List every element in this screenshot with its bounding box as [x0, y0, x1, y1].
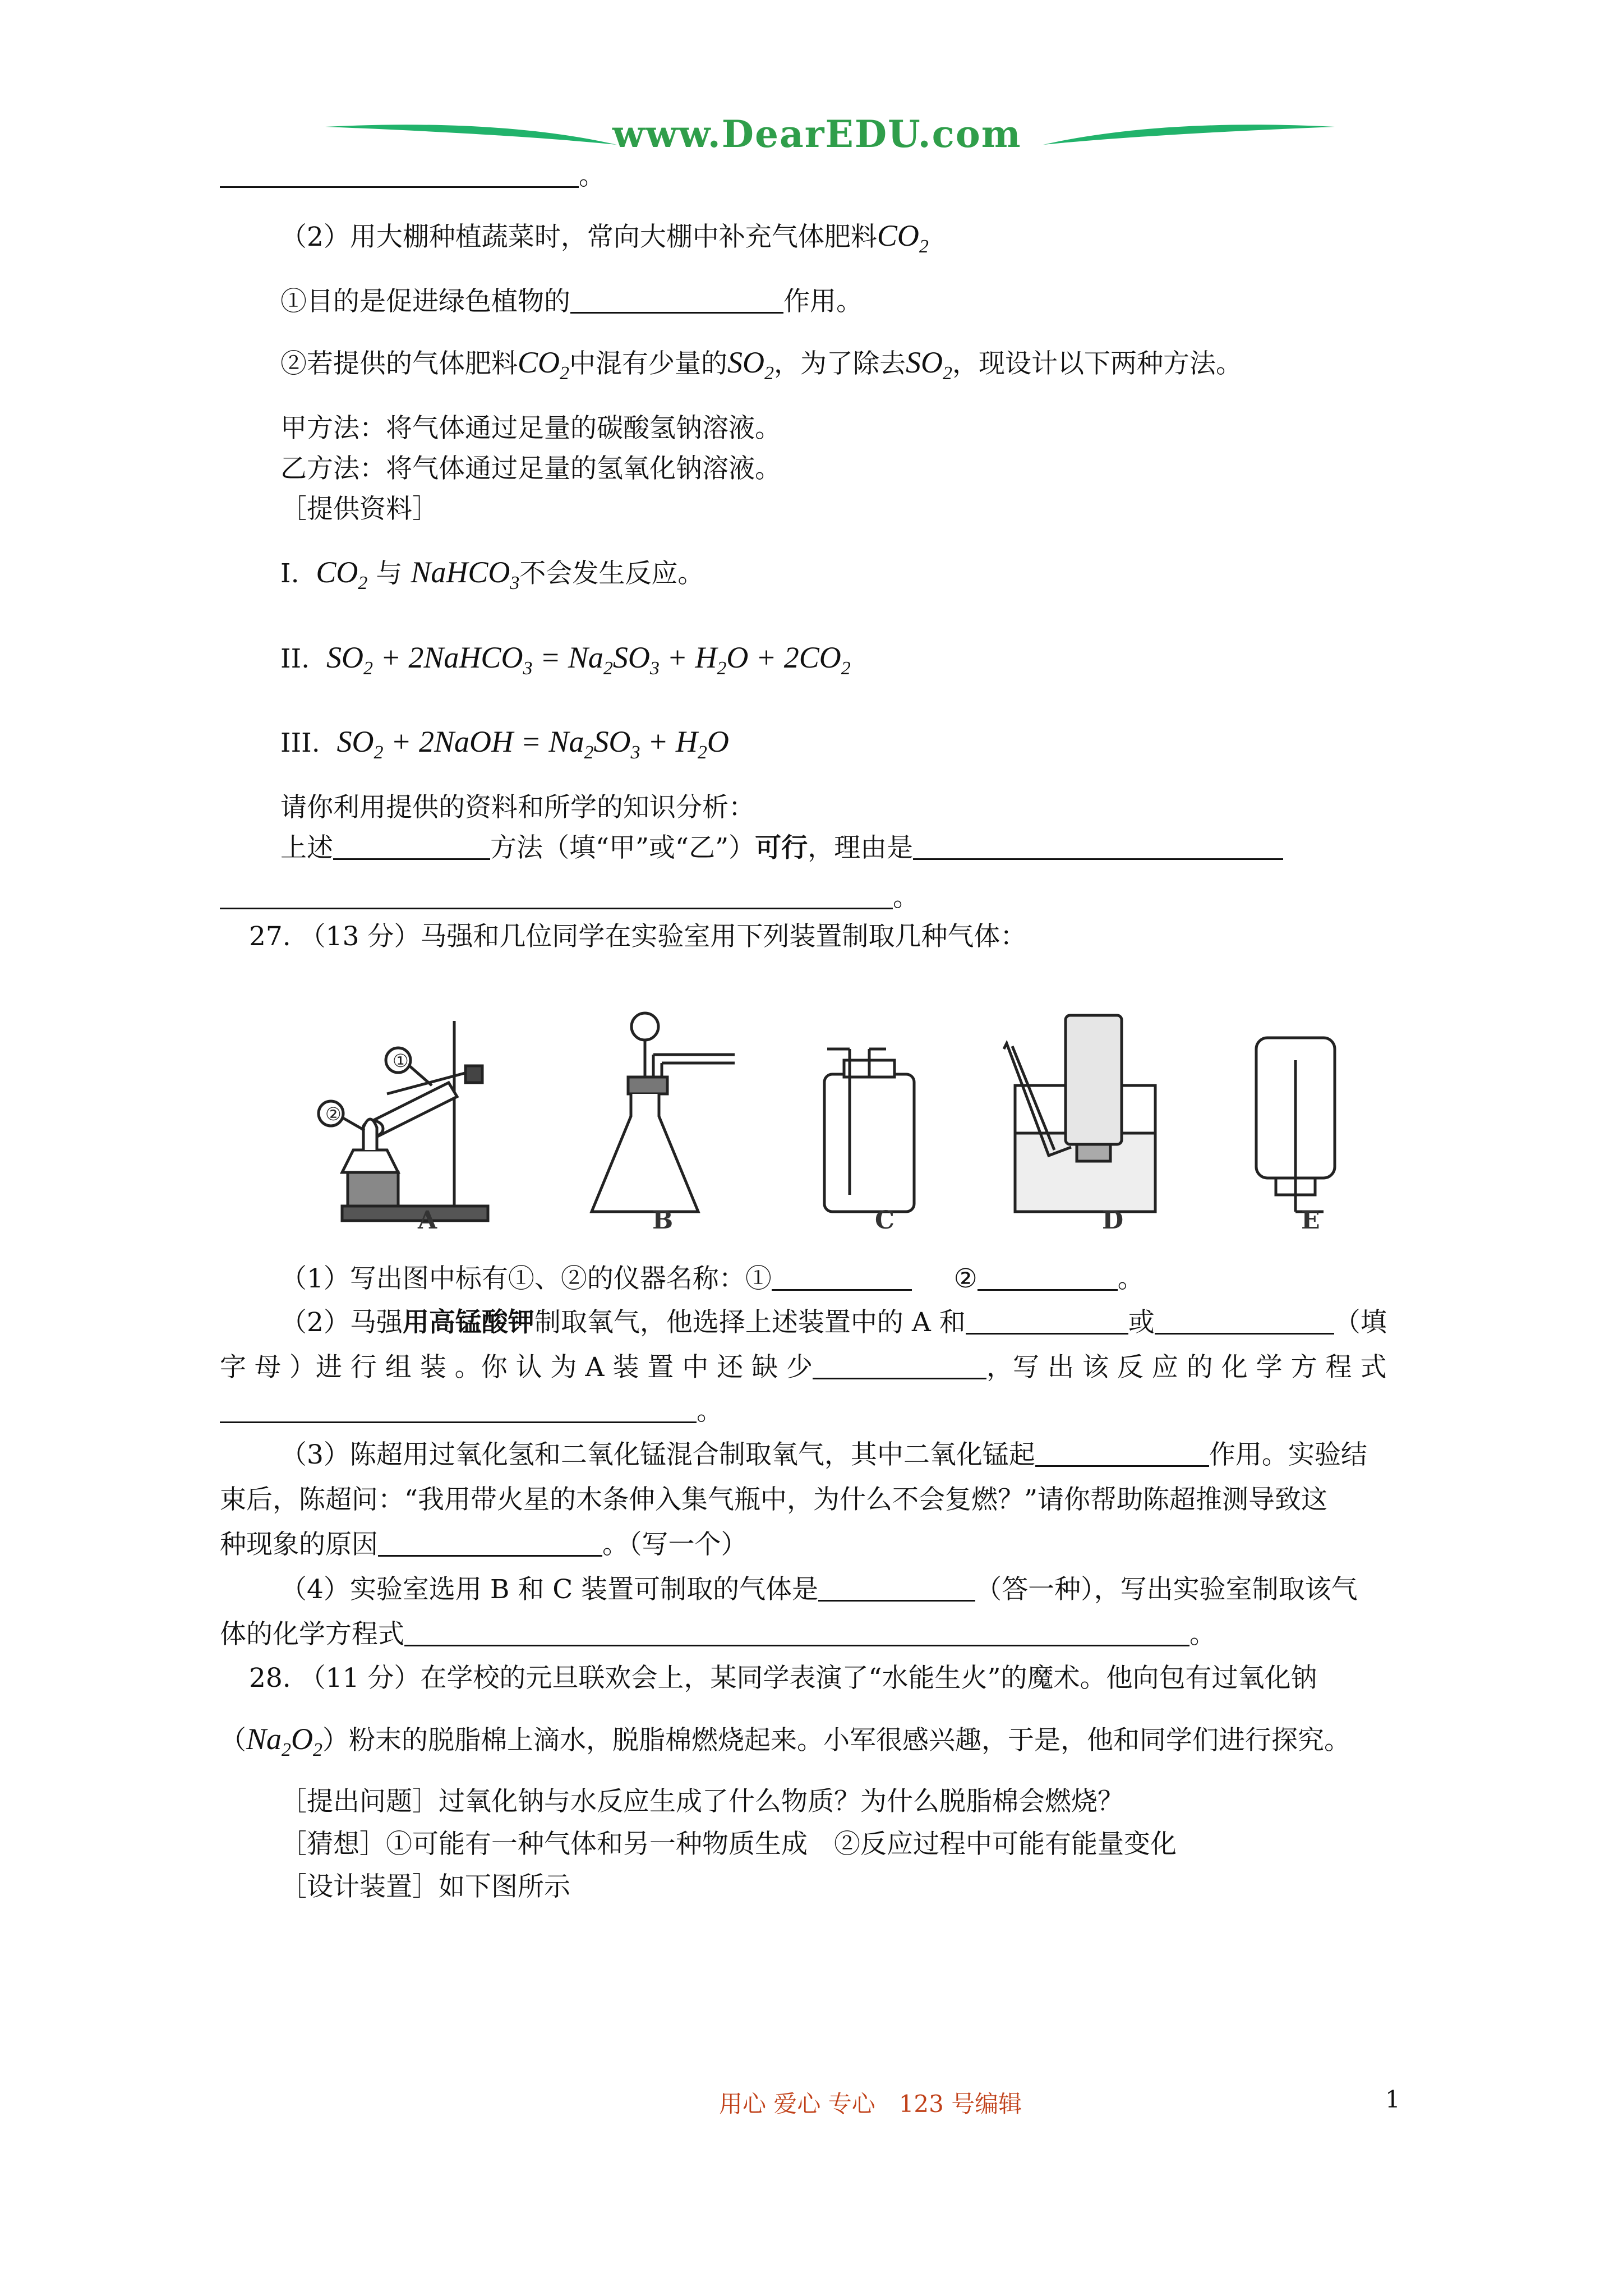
answer-blank[interactable] [333, 832, 490, 860]
q28-guess: ［猜想］①可能有一种气体和另一种物质生成 ②反应过程中可能有能量变化 [280, 1829, 1177, 1860]
q27-part3: （3）陈超用过氧化氢和二氧化锰混合制取氧气，其中二氧化锰起 作用。实验结 [280, 1439, 1367, 1470]
answer-blank[interactable] [966, 1307, 1128, 1335]
answer-blank[interactable] [404, 1619, 1189, 1646]
figure-label-c: C [875, 1206, 895, 1235]
q26-method-a: 甲方法：将气体通过足量的碳酸氢钠溶液。 [280, 413, 781, 444]
q26-info-title: ［提供资料］ [280, 494, 439, 524]
page-number: 1 [1385, 2086, 1400, 2113]
answer-blank[interactable] [1035, 1439, 1209, 1467]
q27-title: 27. （13 分）马强和几位同学在实验室用下列装置制取几种气体： [249, 921, 1027, 952]
answer-blank[interactable] [913, 832, 1283, 860]
svg-text:②: ② [325, 1103, 342, 1125]
q27-part3-line3: 种现象的原因 。（写一个） [220, 1529, 748, 1560]
apparatus-b-icon [592, 1013, 735, 1212]
q26-sub2: ②若提供的气体肥料$CO_2$中混有少量的$SO_2$，为了除去$SO_2$，现设计以下两种方法。 [280, 346, 1243, 384]
answer-blank[interactable] [220, 1396, 697, 1423]
answer-blank[interactable] [1155, 1307, 1334, 1335]
answer-blank[interactable] [813, 1352, 986, 1379]
answer-blank[interactable] [818, 1574, 975, 1602]
figure-label-b: B [652, 1206, 674, 1235]
answer-blank[interactable] [772, 1263, 912, 1291]
q26-analysis: 请你利用提供的资料和所学的知识分析： [280, 792, 755, 823]
q26-part2-intro: （2）用大棚种植蔬菜时，常向大棚中补充气体肥料$CO_2$ [280, 219, 929, 257]
answer-blank[interactable] [220, 160, 579, 188]
q27-part2-line2: 字 母 ）进 行 组 装 。你 认 为 A 装 置 中 还 缺 少 ，写 出 该 反 应 的 化 学 方 程 式 [220, 1352, 1387, 1383]
q28-line2: $(Na_2O_2)$粉末的脱脂棉上滴水，脱脂棉燃烧起来。小军很感兴趣，于是，他和同学们进行探究。 [220, 1722, 1351, 1760]
q27-part1: （1）写出图中标有①、②的仪器名称：① ② 。 [280, 1263, 1144, 1294]
answer-blank[interactable] [570, 286, 783, 314]
q26-method-b: 乙方法：将气体通过足量的氢氧化钠溶液。 [280, 453, 781, 484]
figure-label-d: D [1102, 1206, 1124, 1235]
answer-blank[interactable] [220, 882, 893, 909]
header-site-logo: www.DearEDU.com [612, 112, 1022, 156]
q28-problem: ［提出问题］过氧化钠与水反应生成了什么物质？为什么脱脂棉会燃烧？ [280, 1786, 1124, 1817]
figure-label-e: E [1301, 1206, 1320, 1235]
q26-info-1: I. $CO_2$ 与 NaHCO$_3$不会发生反应。 [280, 555, 704, 593]
apparatus-d-icon [1004, 1015, 1155, 1212]
q27-part4-line2: 体的化学方程式 。 [220, 1619, 1216, 1650]
svg-text:①: ① [393, 1050, 409, 1071]
apparatus-c-icon [824, 1049, 914, 1212]
answer-blank[interactable] [378, 1529, 602, 1557]
q27-part3-line2: 束后，陈超问：“我用带火星的木条伸入集气瓶中，为什么不会复燃？”请你帮助陈超推测导致这 [220, 1484, 1328, 1515]
q27-part2: （2）马强用高锰酸钾制取氧气，他选择上述装置中的 A 和 或 （填 [280, 1307, 1387, 1338]
q26-reason-line: 。 [220, 881, 919, 914]
q28-title: 28. （11 分）在学校的元旦联欢会上，某同学表演了“水能生火”的魔术。他向包有过氧化钠 [249, 1663, 1317, 1694]
q28-design: ［设计装置］如下图所示 [280, 1871, 570, 1902]
q26-conclusion: 上述 方法（填“甲”或“乙”）可行，理由是 [280, 831, 1283, 865]
figure-label-a: A [418, 1206, 437, 1235]
q26-info-2-equation: II. $SO_2$ + 2NaHCO$_3$ = $Na_2SO_3 + H_2O + 2CO_2$ [280, 641, 851, 679]
answer-blank[interactable] [978, 1263, 1118, 1291]
footer-text: 用心 爱心 专心 123 号编辑 [719, 2090, 1022, 2118]
apparatus-e-icon [1256, 1038, 1335, 1212]
q26-prev-answer-line: 。 [220, 159, 605, 193]
q26-info-3-equation: III. $SO_2$ + 2NaOH = $Na_2SO_3 + H_2O$ [280, 725, 729, 763]
q27-part4: （4）实验室选用 B 和 C 装置可制取的气体是 （答一种），写出实验室制取该气 [280, 1574, 1358, 1605]
apparatus-a-icon [319, 1021, 488, 1221]
lab-apparatus-figure [303, 987, 1396, 1257]
q27-part2-line3: 。 [220, 1395, 723, 1428]
q26-sub1: ①目的是促进绿色植物的 作用。 [280, 286, 863, 317]
